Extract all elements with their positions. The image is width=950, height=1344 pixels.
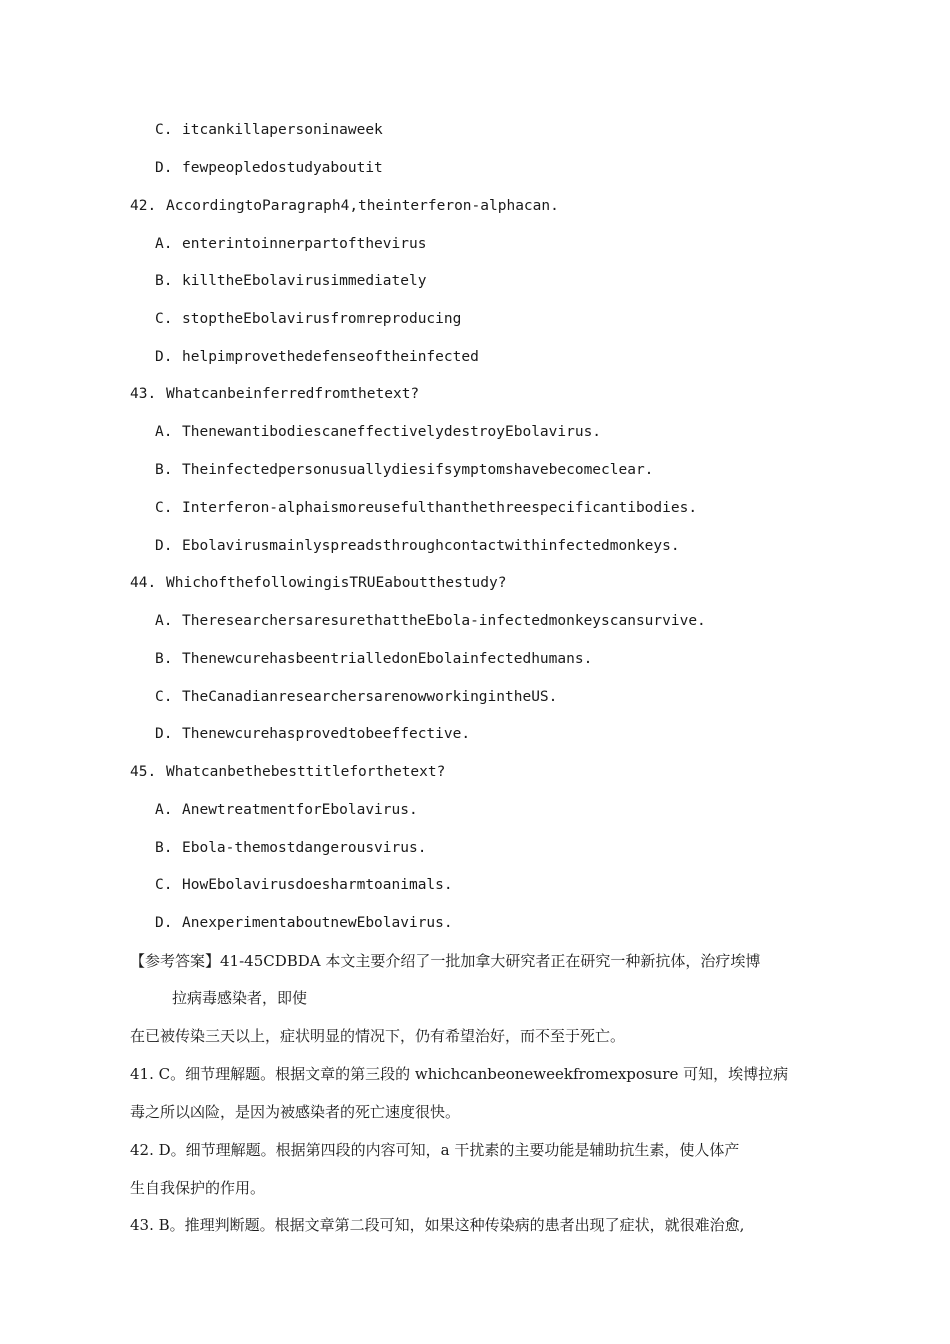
- answer-summary-line: 在已被传染三天以上，症状明显的情况下，仍有希望治好，而不至于死亡。: [130, 1027, 626, 1045]
- option-text: itcankillapersoninaweek: [182, 122, 383, 138]
- option-key: B.: [155, 840, 173, 856]
- option-text: Interferon-alphaismoreusefulthanthethreespecificantibodies.: [182, 500, 698, 516]
- question-text: AccordingtoParagraph4,theinterferon-alphacan.: [166, 198, 559, 214]
- q42-option-c: [155, 307, 461, 331]
- q44-option-c: [155, 685, 557, 709]
- explanation-41: 41. C。细节理解题。根据文章的第三段的 whichcanbeoneweekfromexposure 可知，埃博拉病: [130, 1065, 789, 1083]
- question-text: WhichofthefollowingisTRUEaboutthestudy?: [166, 575, 507, 591]
- option-text: ThenewcurehasbeentrialledonEbolainfectedhumans.: [182, 651, 593, 667]
- q43-stem: [130, 382, 419, 406]
- option-key: C.: [155, 122, 173, 138]
- answer-key-line: 【参考答案】41-45CDBDA 本文主要介绍了一批加拿大研究者正在研究一种新抗体，治疗埃博: [130, 952, 761, 970]
- option-text: AnexperimentaboutnewEbolavirus.: [182, 915, 453, 931]
- option-text: Ebolavirusmainlyspreadsthroughcontactwithinfectedmonkeys.: [182, 538, 680, 554]
- answer-summary-continued: 拉病毒感染者，即使: [172, 989, 308, 1007]
- q45-option-c: [155, 873, 453, 897]
- option-key: D.: [155, 915, 173, 931]
- option-key: A.: [155, 236, 173, 252]
- q45-stem: [130, 760, 445, 784]
- option-text: AnewtreatmentforEbolavirus.: [182, 802, 418, 818]
- option-key: C.: [155, 689, 173, 705]
- question-text: Whatcanbeinferredfromthetext?: [166, 386, 420, 402]
- option-key: C.: [155, 500, 173, 516]
- question-text: Whatcanbethebesttitleforthetext?: [166, 764, 446, 780]
- option-text: Ebola-themostdangerousvirus.: [182, 840, 427, 856]
- q42-stem: [130, 194, 559, 218]
- q42-option-d: [155, 345, 479, 369]
- q45-option-d: [155, 911, 453, 935]
- option-text: Theinfectedpersonusuallydiesifsymptomshavebecomeclear.: [182, 462, 654, 478]
- option-text: TheresearchersaresurethattheEbola-infectedmonkeyscansurvive.: [182, 613, 706, 629]
- option-key: A.: [155, 424, 173, 440]
- q44-option-b: [155, 647, 592, 671]
- option-text: stoptheEbolavirusfromreproducing: [182, 311, 462, 327]
- explanation-42-continued: 生自我保护的作用。: [130, 1179, 266, 1197]
- q44-option-d: [155, 722, 470, 746]
- option-key: D.: [155, 726, 173, 742]
- option-key: B.: [155, 651, 173, 667]
- q43-option-d: [155, 534, 680, 558]
- option-text: HowEbolavirusdoesharmtoanimals.: [182, 877, 453, 893]
- option-text: helpimprovethedefenseoftheinfected: [182, 349, 479, 365]
- explanation-42: 42. D。细节理解题。根据第四段的内容可知，a 干扰素的主要功能是辅助抗生素，使人体产: [130, 1141, 740, 1159]
- q41-option-c: [155, 118, 383, 142]
- option-key: D.: [155, 349, 173, 365]
- option-key: A.: [155, 613, 173, 629]
- question-number: 45.: [130, 764, 157, 780]
- option-key: A.: [155, 802, 173, 818]
- option-key: B.: [155, 273, 173, 289]
- q43-option-b: [155, 458, 653, 482]
- q41-option-d: [155, 156, 383, 180]
- option-text: ThenewantibodiescaneffectivelydestroyEbolavirus.: [182, 424, 602, 440]
- explanation-43: 43. B。推理判断题。根据文章第二段可知，如果这种传染病的患者出现了症状，就很难治愈,: [130, 1216, 745, 1234]
- option-text: TheCanadianresearchersarenowworkingintheUS.: [182, 689, 558, 705]
- q43-option-c: [155, 496, 697, 520]
- option-text: Thenewcurehasprovedtobeeffective.: [182, 726, 471, 742]
- option-key: C.: [155, 877, 173, 893]
- option-key: B.: [155, 462, 173, 478]
- q45-option-a: [155, 798, 418, 822]
- q42-option-b: [155, 269, 426, 293]
- q44-option-a: [155, 609, 706, 633]
- option-text: fewpeopledostudyaboutit: [182, 160, 383, 176]
- question-number: 44.: [130, 575, 157, 591]
- option-key: D.: [155, 160, 173, 176]
- q42-option-a: [155, 232, 426, 256]
- q43-option-a: [155, 420, 601, 444]
- q45-option-b: [155, 836, 426, 860]
- question-number: 42.: [130, 198, 157, 214]
- q44-stem: [130, 571, 506, 595]
- option-text: killtheEbolavirusimmediately: [182, 273, 427, 289]
- option-text: enterintoinnerpartofthevirus: [182, 236, 427, 252]
- option-key: C.: [155, 311, 173, 327]
- explanation-41-continued: 毒之所以凶险，是因为被感染者的死亡速度很快。: [130, 1103, 461, 1121]
- option-key: D.: [155, 538, 173, 554]
- question-number: 43.: [130, 386, 157, 402]
